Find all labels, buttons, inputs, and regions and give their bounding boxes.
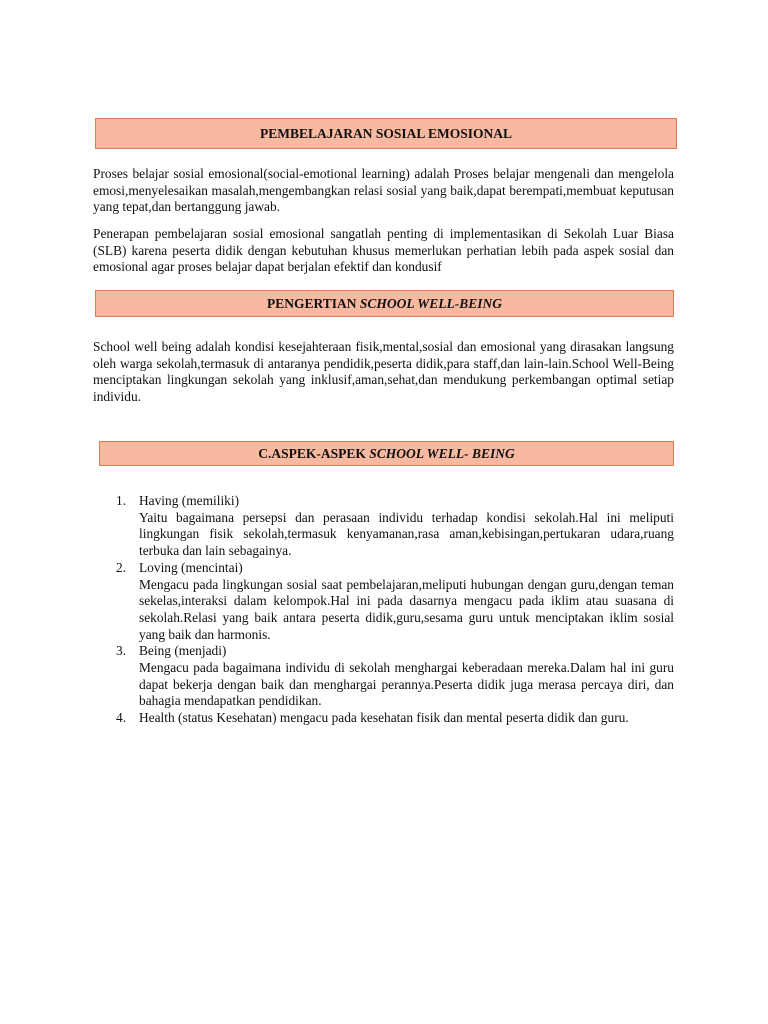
aspek-list (93, 493, 674, 727)
list-item (93, 560, 674, 644)
heading-aspek-school-well-being (99, 441, 674, 466)
heading-prefix: C.ASPEK-ASPEK (258, 446, 370, 461)
list-item-title: Being (menjadi) (139, 643, 227, 659)
list-number: 2. (116, 559, 127, 575)
heading-italic: SCHOOL WELL- BEING (369, 446, 515, 461)
heading-text: PEMBELAJARAN SOSIAL EMOSIONAL (259, 126, 513, 141)
heading-italic: SCHOOL WELL-BEING (359, 296, 503, 311)
paragraph-definition: Proses belajar sosial emosional(social-emotional learning) adalah Proses belajar mengenali dan mengelola emosi,menyelesaikan masalah,mengembangkan relasi sosial yang baik,dapat berempati,membuat keputusan yang tepat,dan bertanggung jawab. (93, 166, 674, 215)
list-item-title: Loving (mencintai) (139, 559, 243, 575)
list-number: 4. (116, 710, 127, 726)
list-number: 3. (116, 643, 127, 659)
list-item-desc: Mengacu pada lingkungan sosial saat pembelajaran,meliputi hubungan dengan guru,dengan teman sekelas,interaksi dalam kelompok.Hal ini pada dasarnya mengacu pada iklim atau suasana di sekolah.Relasi yang baik antara peserta didik,guru,sesama guru untuk menciptakan iklim sosial yang baik dan harmonis. (139, 576, 674, 642)
list-number: 1. (116, 493, 127, 508)
list-item-title: Having (memiliki) (139, 493, 240, 508)
list-item-desc: Mengacu pada bagaimana individu di sekolah menghargai keberadaan mereka.Dalam hal ini guru dapat bekerja dengan baik dan menghargai perannya.Peserta didik juga merasa percaya diri, dan bahagia mendapatkan pendidikan. (139, 660, 674, 709)
list-item-desc: Yaitu bagaimana persepsi dan perasaan individu terhadap kondisi sekolah.Hal ini meliputi lingkungan fisik sekolah,termasuk kenyamanan,rasa aman,kebisingan,pertukaran udara,ruang terbuka dan lain sebagainya. (139, 509, 674, 559)
heading-prefix: PENGERTIAN (266, 296, 360, 311)
heading-pembelajaran-sosial-emosional (95, 118, 677, 149)
paragraph-penerapan: Penerapan pembelajaran sosial emosional sangatlah penting di implementasikan di Sekolah Luar Biasa (SLB) karena peserta didik dengan kebutuhan khusus memerlukan perhatian lebih pada aspek sosial dan emosional agar proses belajar dapat berjalan efektif dan kondusif (93, 226, 674, 275)
list-item (93, 710, 674, 727)
paragraph-school-well-being: School well being adalah kondisi kesejahteraan fisik,mental,sosial dan emosional yang dirasakan langsung oleh warga sekolah,termasuk di antaranya pendidik,peserta didik,para staff,dan lain-lain.School Well-Being menciptakan lingkungan sekolah yang inklusif,aman,sehat,dan mendukung perkembangan optimal setiap individu. (93, 339, 674, 405)
list-item-title: Health (status Kesehatan) mengacu pada kesehatan fisik dan mental peserta didik dan guru. (139, 710, 629, 726)
heading-pengertian-school-well-being (95, 290, 674, 317)
list-item (93, 643, 674, 710)
list-item (93, 493, 674, 560)
